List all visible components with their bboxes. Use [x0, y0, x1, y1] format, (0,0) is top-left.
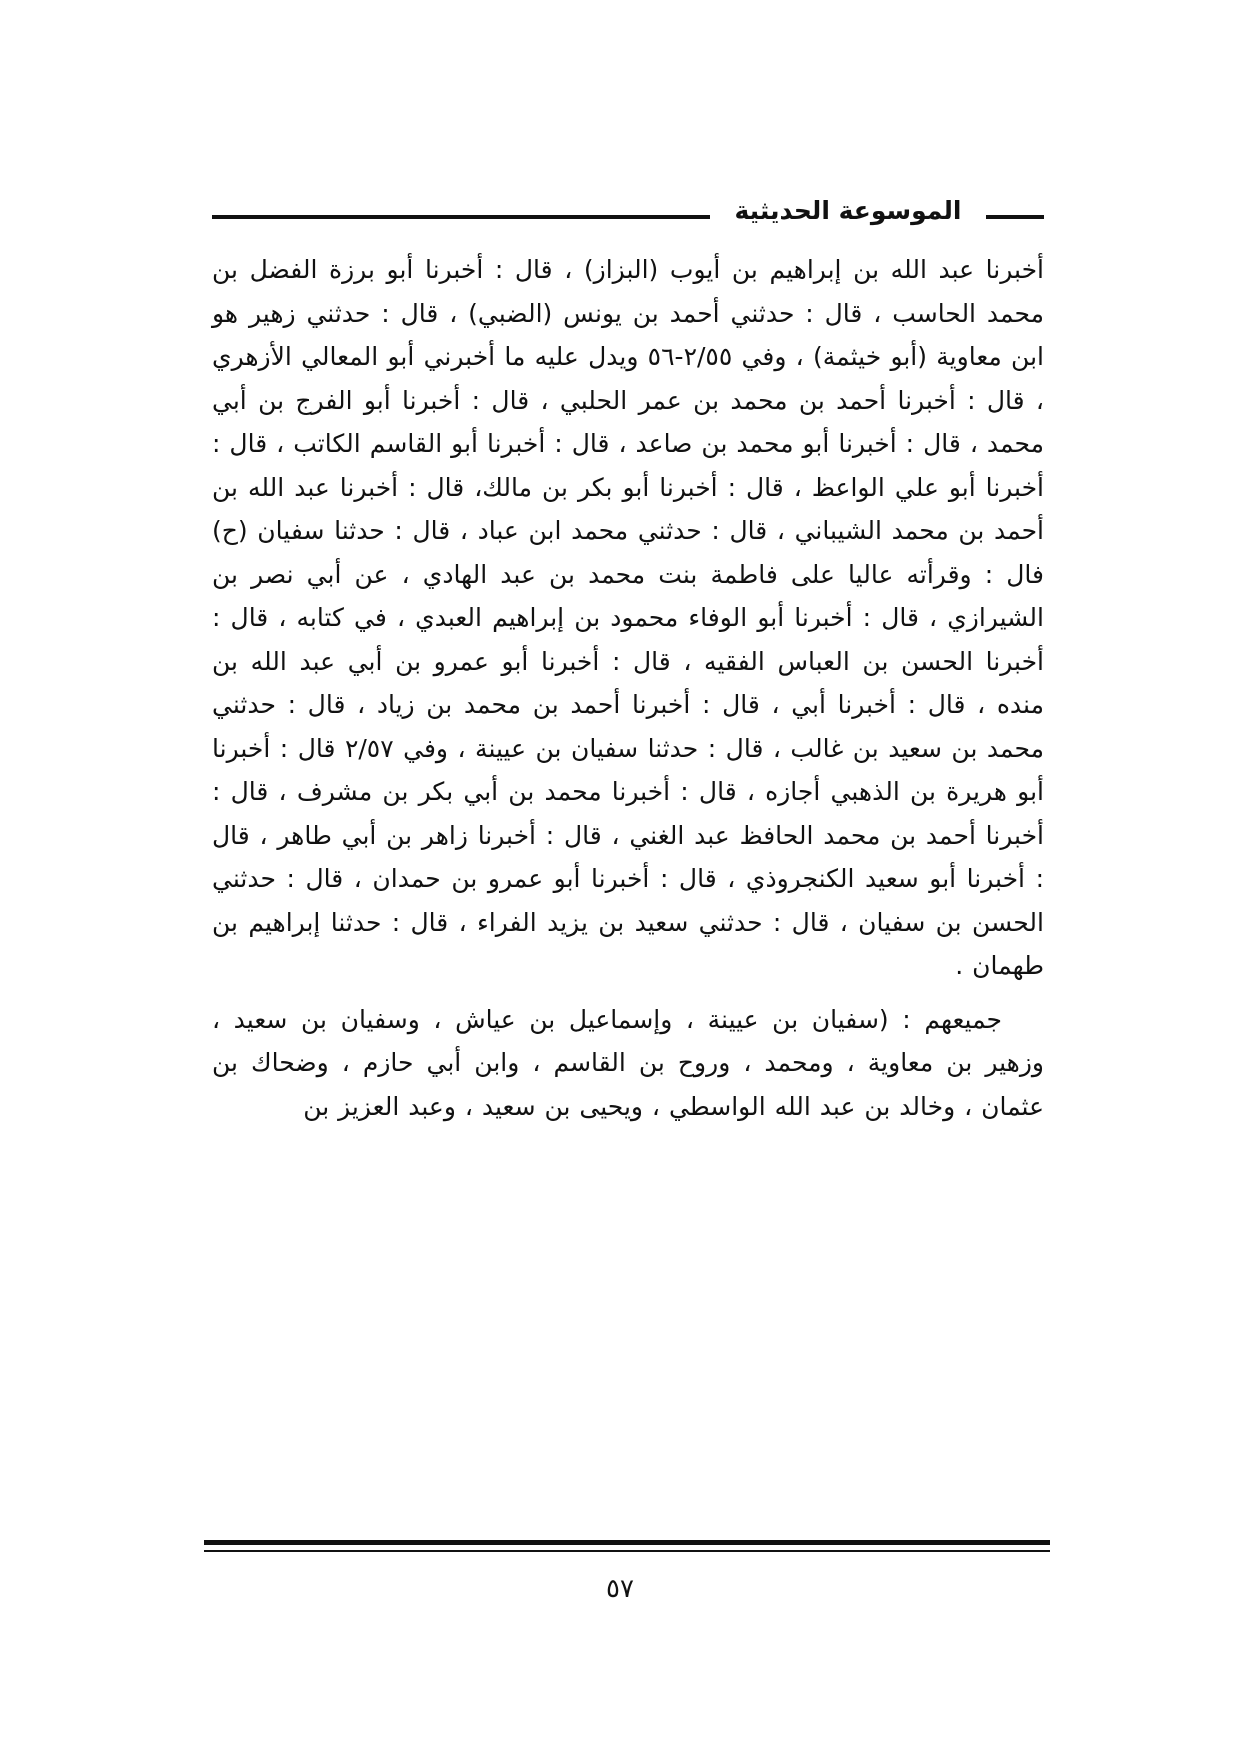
running-header-title: الموسوعة الحديثية — [734, 196, 962, 225]
paragraph-narrators-list: جميعهم : (سفيان بن عيينة ، وإسماعيل بن عياش ، وسفيان بن سعيد ، وزهير بن معاوية ، ومحمد ، وروح بن القاسم ، وابن أبي حازم ، وضحاك بن عثمان ، وخالد بن عبد الله الواسطي ، ويحيى بن سعيد ، وعبد العزيز بن — [212, 1004, 1044, 1121]
header-rule-left — [212, 215, 710, 219]
page-header — [212, 191, 1044, 231]
paragraph-isnad-chain: أخبرنا عبد الله بن إبراهيم بن أيوب (البزاز) ، قال : أخبرنا أبو برزة الفضل بن محمد الحاسب ، قال : حدثني أحمد بن يونس (الضبي) ، قال : حدثني زهير هو ابن معاوية (أبو خيثمة) ، وفي ٢/٥٥-٥٦ ويدل عليه ما أخبرني أبو المعالي الأزهري ، قال : أخبرنا أحمد بن محمد بن عمر الحلبي ، قال : أخبرنا أبو الفرج بن أبي محمد ، قال : أخبرنا أبو محمد بن صاعد ، قال : أخبرنا أبو القاسم الكاتب ، قال : أخبرنا أبو علي الواعظ ، قال : أخبرنا أبو بكر بن مالك، قال : أخبرنا عبد الله بن أحمد بن محمد الشيباني ، قال : حدثني محمد ابن عباد ، قال : حدثنا سفيان (ح) فال : وقرأته عاليا على فاطمة بنت محمد بن عبد الهادي ، عن أبي نصر بن الشيرازي ، قال : أخبرنا أبو الوفاء محمود بن إبراهيم العبدي ، في كتابه ، قال : أخبرنا الحسن بن العباس الفقيه ، قال : أخبرنا أبو عمرو بن أبي عبد الله بن منده ، قال : أخبرنا أبي ، قال : أخبرنا أحمد بن محمد بن زياد ، قال : حدثني محمد بن سعيد بن غالب ، قال : حدثنا سفيان بن عيينة ، وفي ٢/٥٧ قال : أخبرنا أبو هريرة بن الذهبي أجازه ، قال : أخبرنا محمد بن أبي بكر بن مشرف ، قال : أخبرنا أحمد بن محمد الحافظ عبد الغني ، قال : أخبرنا زاهر بن أبي طاهر ، قال : أخبرنا أبو سعيد الكنجروذي ، قال : أخبرنا أبو عمرو بن حمدان ، قال : حدثني الحسن بن سفيان ، قال : حدثني سعيد بن يزيد الفراء ، قال : حدثنا إبراهيم بن طهمان . — [212, 255, 1044, 980]
footer-rule-thin — [204, 1550, 1050, 1552]
page-number: ٥٧ — [606, 1574, 634, 1604]
header-rule-right — [986, 215, 1044, 219]
body-text — [212, 248, 1044, 1128]
footer-rule-thick — [204, 1540, 1050, 1545]
